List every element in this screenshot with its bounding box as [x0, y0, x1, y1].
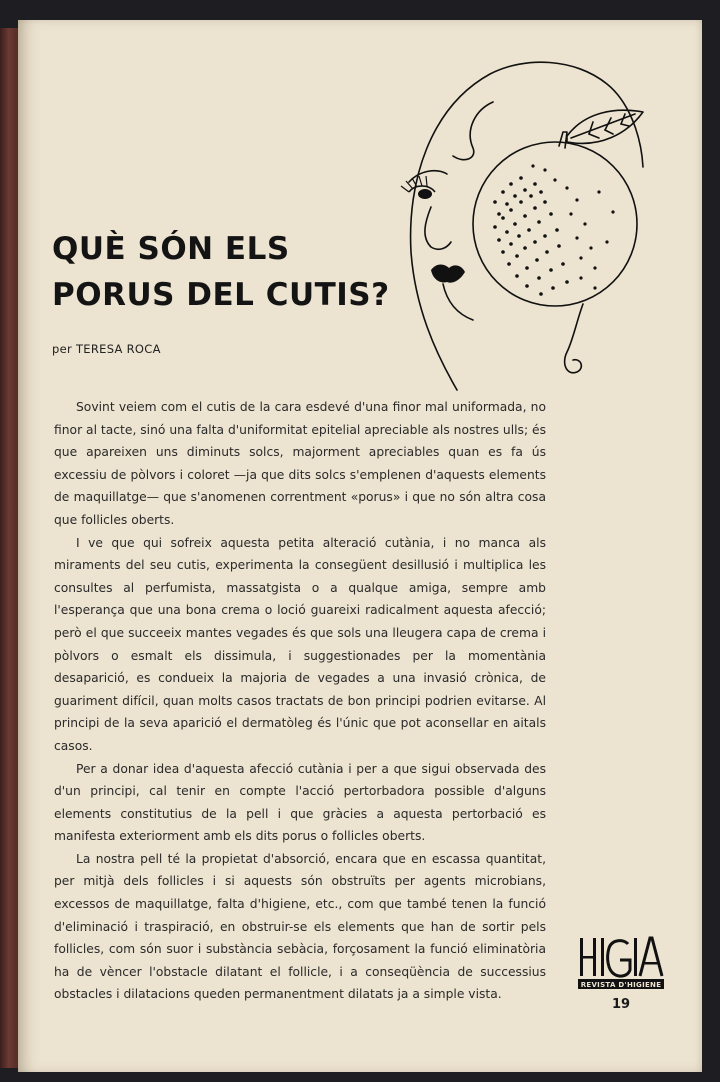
paragraph-2: I ve que qui sofreix aquesta petita alteració cutània, i no manca als miraments del seu cutis, experimenta la consegüent desillusió i multiplica les consultes al perfumista, massatgista o a qualque amiga, sempre amb l'esperança que una bona crema o loció guareixi radicalment aquesta afecció; però el que succeeix mantes vegades és que sols una lleugera capa de crema i pòlvors o esmalt els dissimula, i suggestionades per la momentània desaparició, es condueix la majoria de vegades a una invasió crònica, de guariment difícil, quan molts casos tractats de bon principi podrien evitarse. Al principi de la seva aparició el dermatòleg és l'únic que pot aconsellar en aitals casos.	[54, 535, 546, 753]
eye-detail	[401, 176, 435, 199]
article-body	[54, 396, 546, 1006]
byline: per TERESA ROCA	[52, 342, 161, 356]
face-orange-illustration	[395, 52, 655, 397]
paragraph-1: Sovint veiem com el cutis de la cara esdevé d'una finor mal uniformada, no finor al tacte, sinó una falta d'uniformitat epitelial apreciable als nostres ulls; és que apareixen uns diminuts solcs, majorment apreciables quan es fa ús excessiu de pòlvors i coloret —ja que dits solcs s'emplenen d'aquests elements de maquillatge— que s'anomenen correntment «porus» i que no són altra cosa que follicles oberts.	[54, 400, 546, 527]
title-line-1: QUÈ SÓN ELS	[52, 231, 290, 267]
article-title	[52, 226, 390, 318]
higia-logo	[578, 934, 664, 990]
paragraph-3: Per a donar idea d'aquesta afecció cutània i per a que sigui observada des d'un principi, cal tenir en compte l'acció pertorbadora possible d'alguns elements constitutius de la pell i que gràcies a aquesta pertorbació es manifesta exteriorment amb els dits porus o follicles oberts.	[54, 761, 546, 844]
title-line-2: PORUS DEL CUTIS?	[52, 277, 390, 313]
lips-detail	[431, 265, 465, 283]
logo-tagline: REVISTA D'HIGIENE	[580, 981, 662, 989]
page-number: 19	[612, 997, 631, 1012]
paragraph-4: La nostra pell té la propietat d'absorció, encara que en escassa quantitat, per mitjà dels follicles i si aquests són obstruïts per agents microbians, excessos de maquillatge, falta d'higiene, etc., com que també tenen la funció d'eliminació i traspiració, en obstruir-se els elements que han de sortir pels follicles, com són suor i substància sebàcia, forçosament la funció eliminatòria ha de vèncer l'obstacle dilatant el follicle, i a conseqüència de successius obstacles i dilatacions queden permanentment dilatats ja a simple vista.	[54, 851, 546, 1002]
orange-peel-dots	[493, 164, 614, 295]
